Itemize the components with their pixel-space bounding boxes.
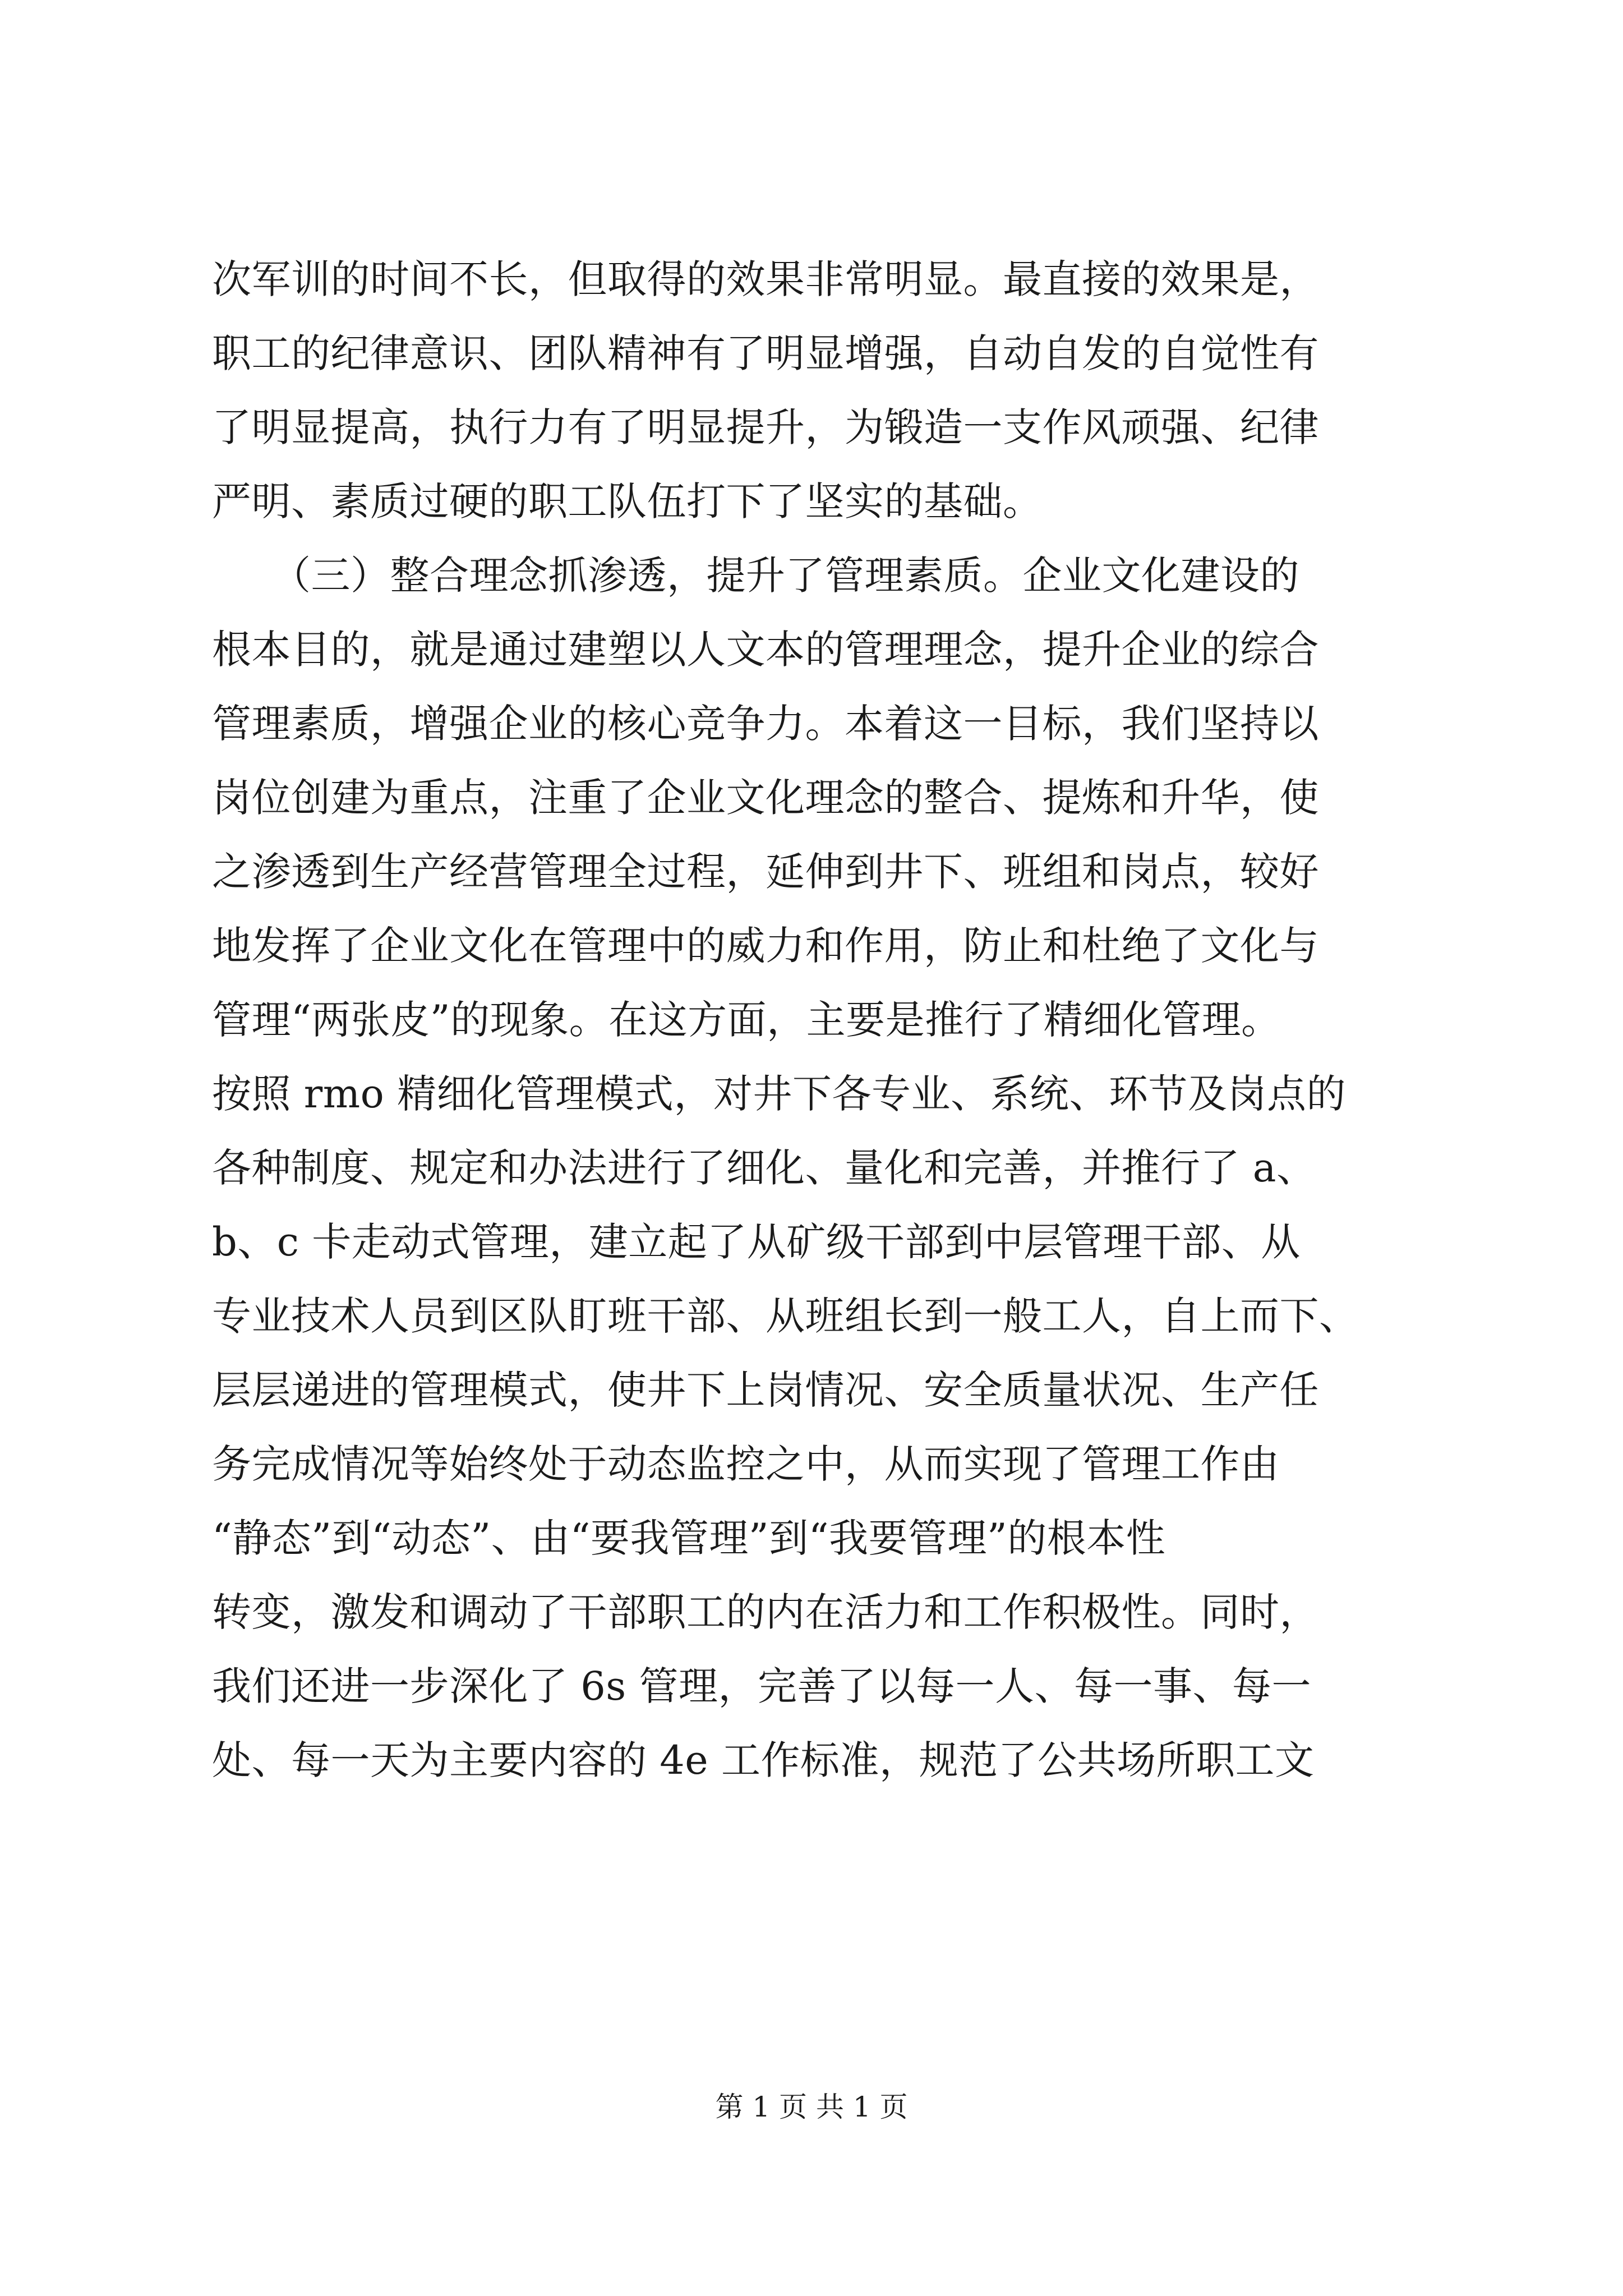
text-line: 转变，激发和调动了干部职工的内在活力和工作积极性。同时， [212, 1589, 1319, 1635]
text-line: 次军训的时间不长，但取得的效果非常明显。最直接的效果是， [212, 256, 1319, 302]
text-line: b、c 卡走动式管理，建立起了从矿级干部到中层管理干部、从 [212, 1219, 1301, 1265]
text-line: 按照 rmo 精细化管理模式，对井下各专业、系统、环节及岗点的 [212, 1071, 1346, 1117]
text-line: 专业技术人员到区队盯班干部、从班组长到一般工人，自上而下、 [212, 1293, 1359, 1339]
text-line: 岗位创建为重点，注重了企业文化理念的整合、提炼和升华，使 [212, 775, 1319, 821]
document-body [212, 242, 1418, 1797]
text-line: 管理素质，增强企业的核心竞争力。本着这一目标，我们坚持以 [212, 701, 1319, 747]
text-line: 管理“两张皮”的现象。在这方面，主要是推行了精细化管理。 [212, 997, 1281, 1043]
page-footer: 第 1 页 共 1 页 [715, 2091, 908, 2123]
text-line: 职工的纪律意识、团队精神有了明显增强，自动自发的自觉性有 [212, 330, 1319, 376]
text-line: 了明显提高，执行力有了明显提升，为锻造一支作风顽强、纪律 [212, 404, 1319, 450]
text-line: 严明、素质过硬的职工队伍打下了坚实的基础。 [212, 478, 1043, 524]
text-line: “静态”到“动态”、由“要我管理”到“我要管理”的根本性 [212, 1515, 1166, 1561]
text-line: 我们还进一步深化了 6s 管理，完善了以每一人、每一事、每一 [212, 1663, 1311, 1709]
text-line: 地发挥了企业文化在管理中的威力和作用，防止和杜绝了文化与 [212, 923, 1319, 969]
text-line: 根本目的，就是通过建塑以人文本的管理理念，提升企业的综合 [212, 627, 1319, 673]
text-line: 各种制度、规定和办法进行了细化、量化和完善，并推行了 a、 [212, 1145, 1316, 1191]
text-line: 之渗透到生产经营管理全过程，延伸到井下、班组和岗点，较好 [212, 849, 1319, 895]
text-line: 层层递进的管理模式，使井下上岗情况、安全质量状况、生产任 [212, 1367, 1319, 1413]
text-line: 务完成情况等始终处于动态监控之中，从而实现了管理工作由 [212, 1441, 1280, 1487]
text-line: （三）整合理念抓渗透，提升了管理素质。企业文化建设的 [212, 553, 1299, 599]
text-line: 处、每一天为主要内容的 4e 工作标准，规范了公共场所职工文 [212, 1737, 1315, 1783]
